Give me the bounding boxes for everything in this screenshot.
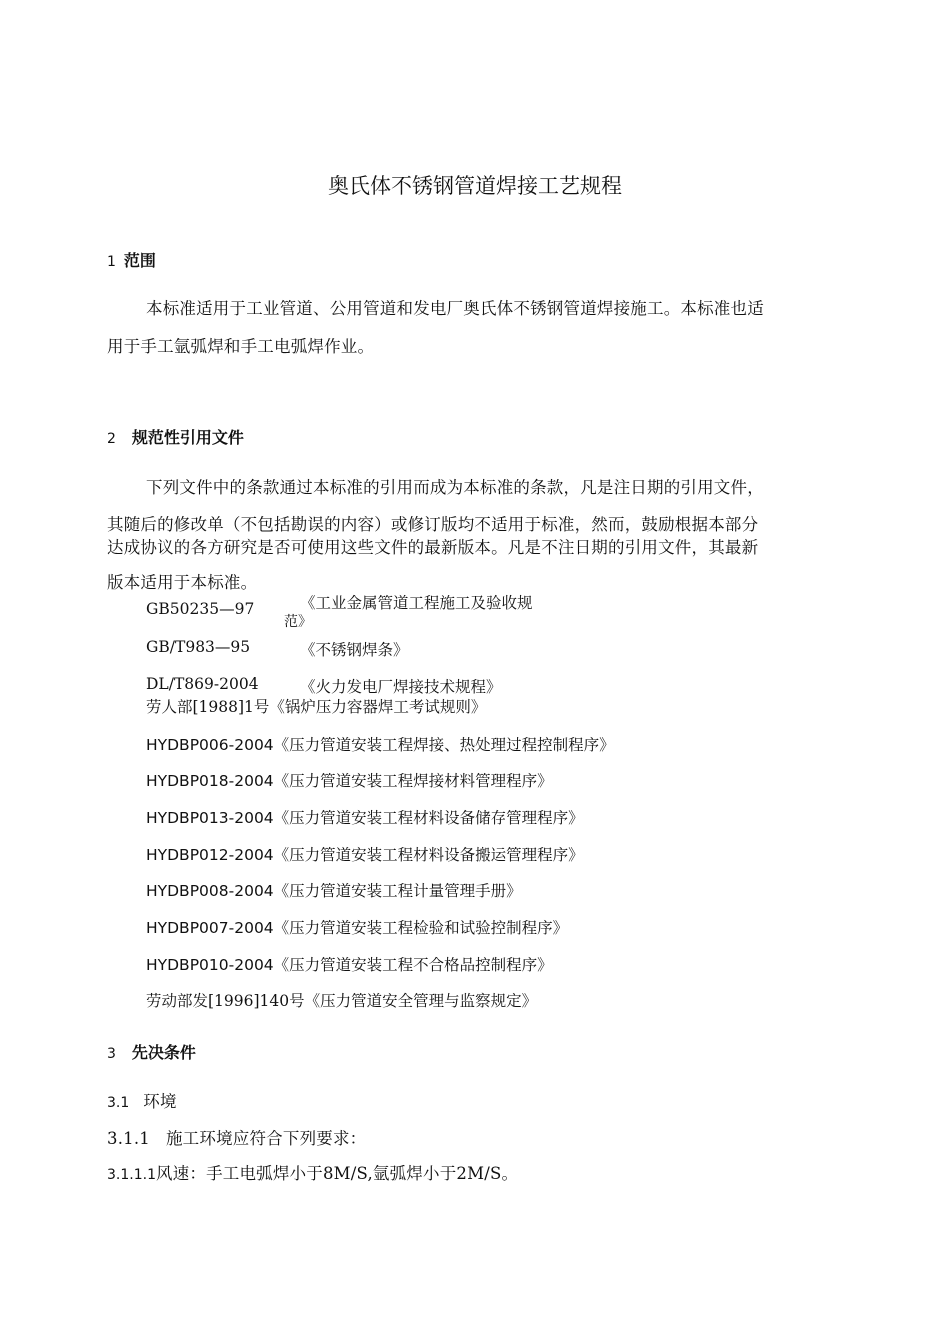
reference-line: 劳动部发[1996]140号《压力管道安全管理与监察规定》 <box>146 992 538 1010</box>
reference-title: 《压力管道安装工程焊接材料管理程序》 <box>273 772 553 790</box>
reference-line: 劳人部[1988]1号《锅炉压力容器焊工考试规则》 <box>146 698 487 716</box>
reference-title: 《压力管道安装工程焊接、热处理过程控制程序》 <box>273 736 615 754</box>
section-2-line: 达成协议的各方研究是否可使用这些文件的最新版本。凡是不注日期的引用文件，其最新 <box>107 538 759 557</box>
section-3-number: 3 <box>107 1046 116 1062</box>
section-1-line: 本标准适用于工业管道、公用管道和发电厂奥氏体不锈钢管道焊接施工。本标准也适 <box>146 299 764 318</box>
reference-title: 《压力管道安装工程不合格品控制程序》 <box>273 956 553 974</box>
reference-code: GB/T983—95 <box>146 638 251 656</box>
section-1-heading <box>107 248 156 271</box>
subsection-3-1-1-1 <box>107 1160 518 1184</box>
subsection-title: 环境 <box>143 1092 177 1111</box>
reference-title: 《工业金属管道工程施工及验收规 <box>300 594 533 612</box>
subsection-number: 3.1.1 <box>107 1129 150 1148</box>
reference-title: 《不锈钢焊条》 <box>300 641 409 659</box>
section-2-line: 版本适用于本标准。 <box>107 573 258 592</box>
reference-code: HYDBP010-2004 <box>146 956 274 974</box>
section-2-number: 2 <box>107 431 116 447</box>
section-2-heading <box>107 425 244 448</box>
reference-code: HYDBP018-2004 <box>146 772 274 790</box>
reference-line <box>146 806 584 828</box>
section-1-title: 范围 <box>123 251 156 270</box>
section-3-heading <box>107 1040 196 1063</box>
reference-title: 《火力发电厂焊接技术规程》 <box>300 678 502 696</box>
section-2-line: 下列文件中的条款通过本标准的引用而成为本标准的条款，凡是注日期的引用文件， <box>146 478 764 497</box>
reference-title: 《压力管道安装工程计量管理手册》 <box>273 882 522 900</box>
reference-title: 《压力管道安装工程材料设备储存管理程序》 <box>273 809 584 827</box>
subsection-3-1 <box>107 1088 177 1112</box>
reference-title: 《压力管道安装工程材料设备搬运管理程序》 <box>273 846 584 864</box>
subsection-text: 风速：手工电弧焊小于8M/S,氩弧焊小于2M/S。 <box>155 1164 519 1183</box>
reference-line <box>146 843 584 865</box>
reference-line <box>146 916 568 938</box>
section-1-number: 1 <box>107 254 116 270</box>
section-1-line: 用于手工氩弧焊和手工电弧焊作业。 <box>107 337 375 356</box>
subsection-text: 施工环境应符合下列要求： <box>165 1129 367 1148</box>
reference-title: 《压力管道安装工程检验和试验控制程序》 <box>273 919 569 937</box>
reference-line <box>146 879 522 901</box>
section-2-line: 其随后的修改单（不包括勘误的内容）或修订版均不适用于标准，然而，鼓励根据本部分 <box>107 515 759 534</box>
reference-code: HYDBP013-2004 <box>146 809 274 827</box>
reference-code: HYDBP012-2004 <box>146 846 274 864</box>
subsection-number: 3.1.1.1 <box>107 1167 156 1183</box>
reference-code: HYDBP006-2004 <box>146 736 274 754</box>
reference-code: GB50235—97 <box>146 600 255 618</box>
section-2-title: 规范性引用文件 <box>131 428 244 447</box>
reference-code: DL/T869-2004 <box>146 675 259 693</box>
subsection-number: 3.1 <box>107 1095 130 1111</box>
reference-line <box>146 733 615 755</box>
page-title: 奥氏体不锈钢管道焊接工艺规程 <box>328 174 622 198</box>
subsection-3-1-1 <box>107 1125 366 1149</box>
reference-title-continued: 范》 <box>284 614 312 630</box>
reference-code: HYDBP008-2004 <box>146 882 274 900</box>
reference-code: HYDBP007-2004 <box>146 919 274 937</box>
reference-line <box>146 769 553 791</box>
reference-line <box>146 953 553 975</box>
section-3-title: 先决条件 <box>131 1043 196 1062</box>
